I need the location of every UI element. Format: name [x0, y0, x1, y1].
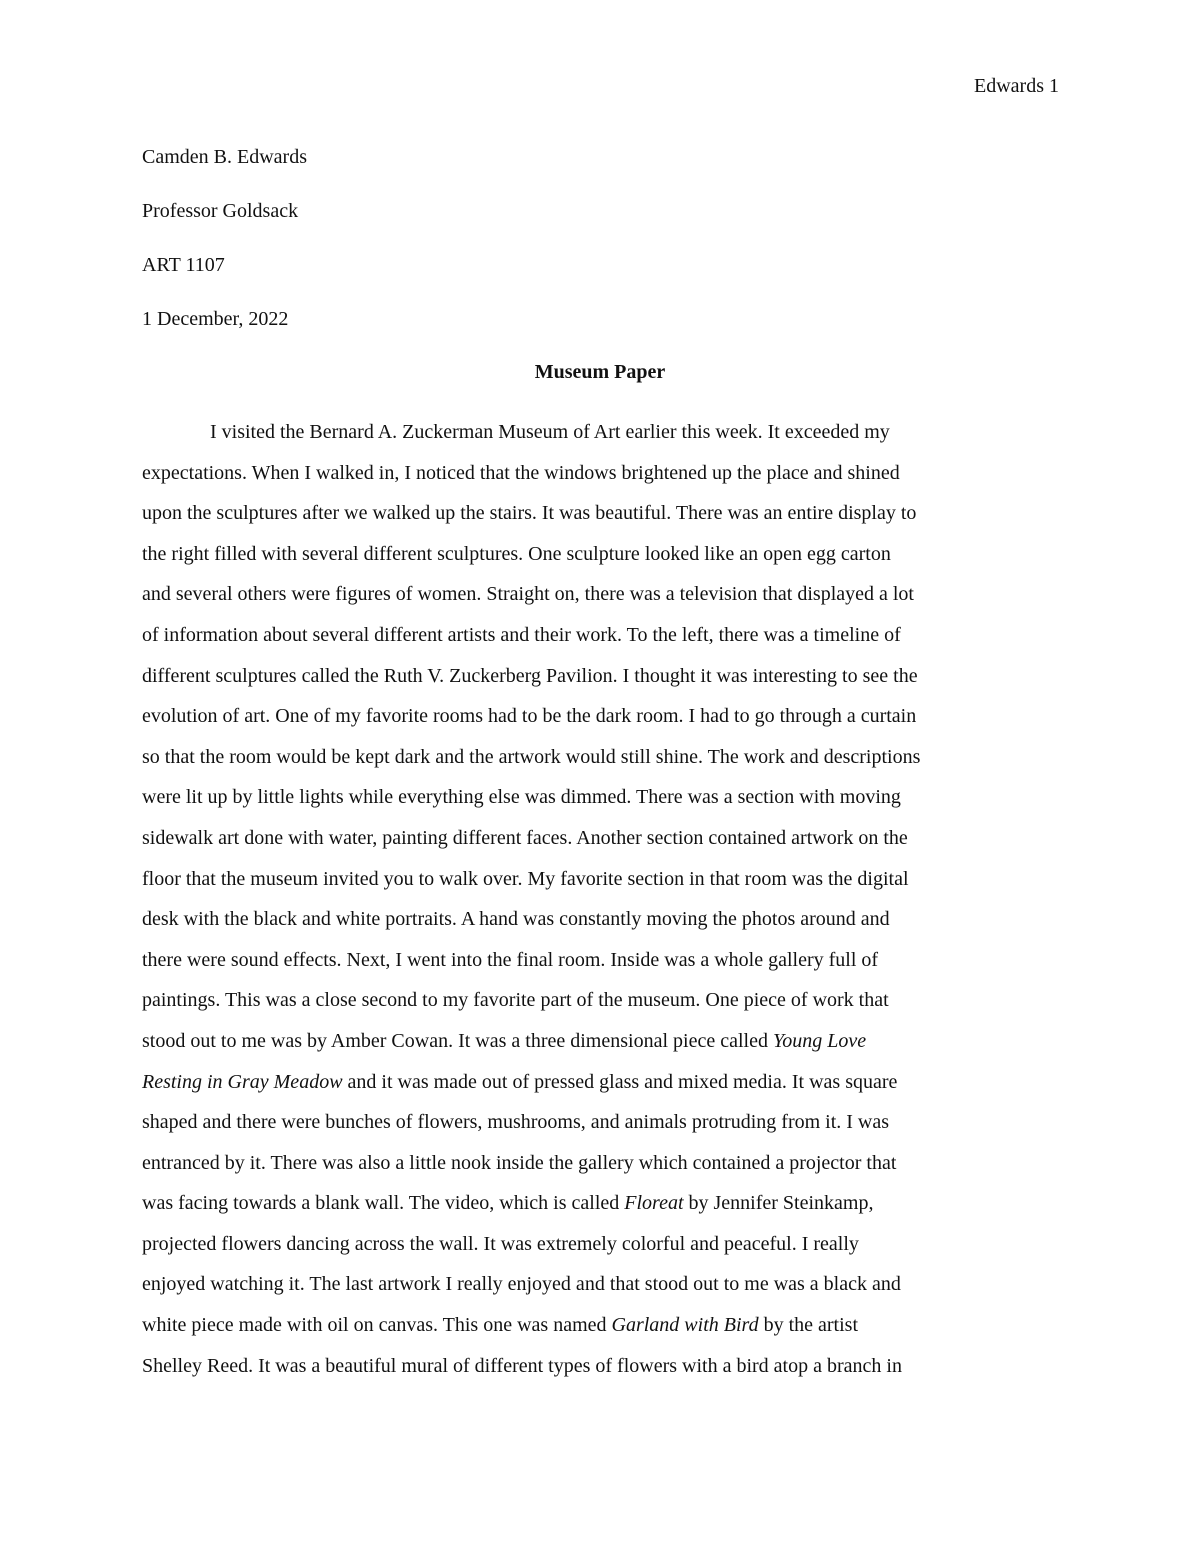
paper-date: 1 December, 2022 — [142, 308, 289, 330]
body-line — [142, 1021, 1062, 1062]
body-line: entranced by it. There was also a little nook inside the gallery which contained a projector that — [142, 1151, 897, 1174]
paper-title: Museum Paper — [534, 361, 666, 383]
body-line: different sculptures called the Ruth V. Zuckerberg Pavilion. I thought it was interesting to see the — [142, 664, 918, 687]
body-line — [142, 1062, 1062, 1103]
page-header: Edwards 1 — [974, 75, 1059, 97]
artwork-title: Garland with Bird — [611, 1314, 759, 1337]
body-line: shaped and there were bunches of flowers, mushrooms, and animals protruding from it. I was — [142, 1111, 890, 1134]
body-text: stood out to me was by Amber Cowan. It was a three dimensional piece called — [142, 1029, 773, 1052]
body-line: the right filled with several different sculptures. One sculpture looked like an open egg carton — [142, 542, 891, 565]
body-line: of information about several different artists and their work. To the left, there was a timeline of — [142, 623, 901, 646]
body-line: so that the room would be kept dark and the artwork would still shine. The work and descriptions — [142, 745, 921, 768]
body-line: evolution of art. One of my favorite rooms had to be the dark room. I had to go through a curtain — [142, 705, 917, 728]
body-line: sidewalk art done with water, painting different faces. Another section contained artwork on the — [142, 826, 908, 849]
body-line: there were sound effects. Next, I went into the final room. Inside was a whole gallery full of — [142, 948, 879, 971]
artwork-title: Young Love — [772, 1029, 867, 1052]
course-code: ART 1107 — [142, 254, 225, 276]
body-line: enjoyed watching it. The last artwork I really enjoyed and that stood out to me was a black and — [142, 1273, 901, 1296]
body-text: and it was made out of pressed glass and mixed media. It was square — [342, 1070, 898, 1093]
body-line: paintings. This was a close second to my favorite part of the museum. One piece of work that — [142, 989, 889, 1012]
body-line: projected flowers dancing across the wall. It was extremely colorful and peaceful. I really — [142, 1232, 859, 1255]
body-line — [142, 1183, 1062, 1224]
instructor-name: Professor Goldsack — [142, 200, 299, 222]
artwork-title: Resting in Gray Meadow — [142, 1070, 343, 1093]
body-paragraph — [142, 412, 1062, 1386]
body-line: desk with the black and white portraits. A hand was constantly moving the photos around and — [142, 908, 890, 931]
author-name: Camden B. Edwards — [142, 146, 307, 168]
body-line: and several others were figures of women. Straight on, there was a television that displayed a lot — [142, 583, 914, 606]
body-line: expectations. When I walked in, I noticed that the windows brightened up the place and shined — [142, 461, 900, 484]
body-line — [142, 1305, 1062, 1346]
body-line: were lit up by little lights while everything else was dimmed. There was a section with moving — [142, 786, 901, 809]
body-text: was facing towards a blank wall. The video, which is called — [142, 1192, 625, 1215]
body-line: floor that the museum invited you to walk over. My favorite section in that room was the digital — [142, 867, 909, 890]
body-text: by Jennifer Steinkamp, — [683, 1192, 874, 1215]
body-line: Shelley Reed. It was a beautiful mural of different types of flowers with a bird atop a branch in — [142, 1354, 902, 1377]
artwork-title: Floreat — [624, 1192, 684, 1215]
body-text: by the artist — [758, 1314, 859, 1337]
body-line: I visited the Bernard A. Zuckerman Museum of Art earlier this week. It exceeded my — [210, 421, 890, 443]
body-line: upon the sculptures after we walked up the stairs. It was beautiful. There was an entire display to — [142, 502, 917, 525]
body-text: white piece made with oil on canvas. This one was named — [142, 1314, 612, 1337]
